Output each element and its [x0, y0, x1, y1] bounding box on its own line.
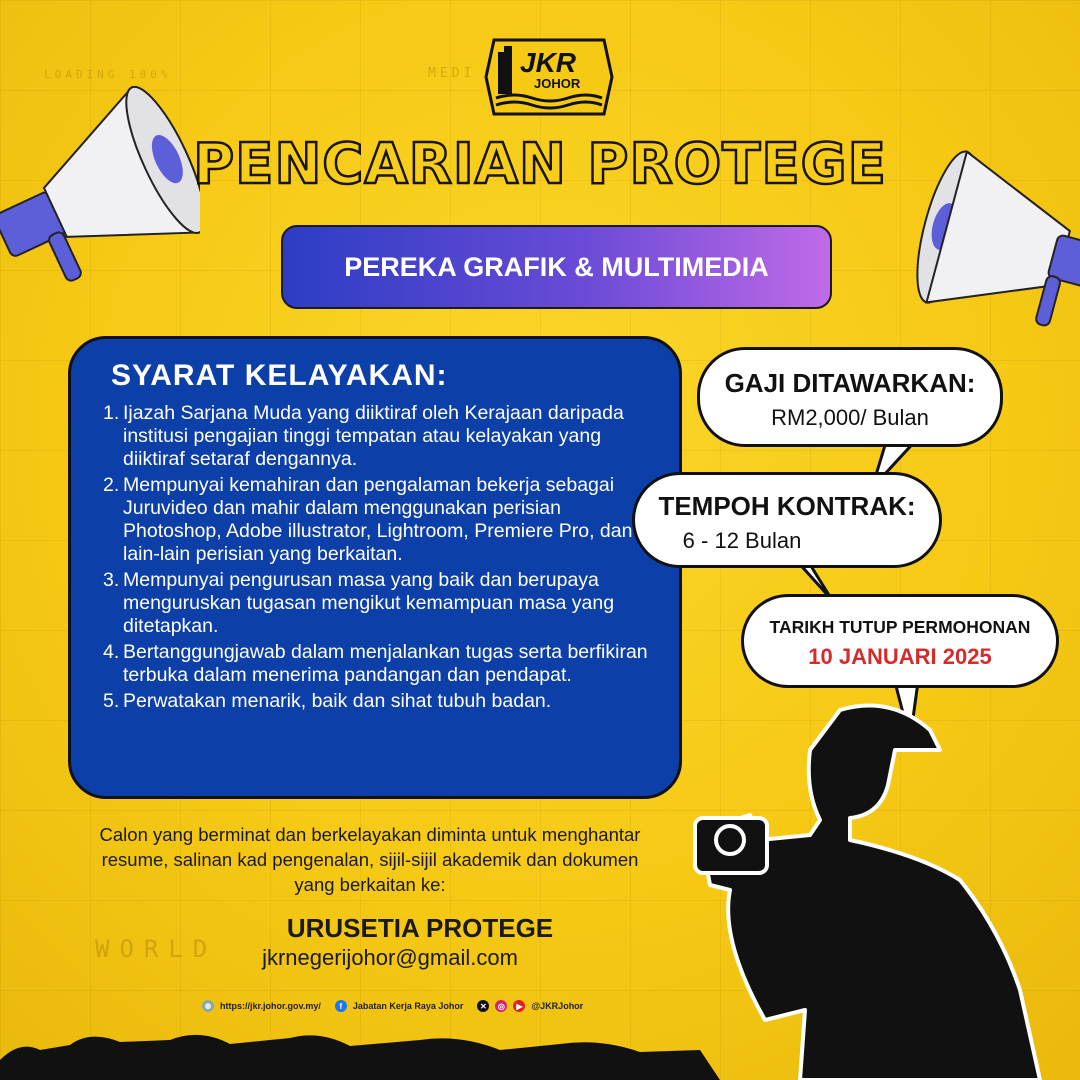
facebook-link[interactable]: Jabatan Kerja Raya Johor [352, 1001, 464, 1011]
salary-bubble [697, 347, 1003, 447]
list-item: 1. Ijazah Sarjana Muda yang diiktiraf oleh Kerajaan daripada institusi pengajian tinggi tempatan atau kelayakan yang diiktiraf setaraf dengannya. [103, 402, 624, 470]
contract-label: TEMPOH KONTRAK: [658, 491, 916, 521]
page-title: PENCARIAN PROTEGE [193, 132, 887, 197]
requirements-heading: SYARAT KELAYAKAN: [111, 359, 448, 392]
requirements-box [68, 336, 682, 799]
closing-date: 10 JANUARI 2025 [808, 644, 992, 669]
bottom-silhouette [0, 1010, 1080, 1080]
requirements-list [103, 402, 663, 716]
svg-text:JOHOR: JOHOR [534, 76, 581, 91]
position-banner: PEREKA GRAFIK & MULTIMEDIA [281, 225, 832, 309]
application-instructions: Calon yang berminat dan berkelayakan diminta untuk menghantar resume, salinan kad pengenalan, sijil-sijil akademik dan dokumen yang berkaitan ke: [99, 824, 641, 895]
list-item: 2. Mempunyai kemahiran dan pengalaman bekerja sebagai Juruvideo dan mahir dalam menggunakan perisian Photoshop, Adobe illustrator, Lightroom, Premiere Pro, dan lain-lain perisian yang berkaitan. [103, 474, 633, 565]
contact-email[interactable]: jkrnegerijohor@gmail.com [262, 945, 518, 970]
svg-text:JKR: JKR [520, 47, 577, 78]
list-item: 5. Perwatakan menarik, baik dan sihat tubuh badan. [103, 690, 552, 712]
instagram-icon: ◎ [495, 1000, 507, 1012]
contract-value: 6 - 12 Bulan [682, 528, 802, 553]
social-handle[interactable]: @JKRJohor [531, 1001, 584, 1011]
bg-text-loading: LOADING 100% [44, 68, 172, 81]
salary-value: RM2,000/ Bulan [771, 405, 929, 430]
list-item: 4. Bertanggungjawab dalam menjalankan tugas serta berfikiran terbuka dalam menerima pandangan dan pendapat. [103, 641, 648, 686]
bg-text-media: MEDI [428, 66, 476, 81]
youtube-icon: ▶ [513, 1000, 525, 1012]
list-item: 3. Mempunyai pengurusan masa yang baik dan berupaya menguruskan tugasan mengikut kemampuan masa yang ditetapkan. [103, 569, 615, 637]
closing-label: TARIKH TUTUP PERMOHONAN [769, 617, 1031, 637]
contract-bubble [632, 472, 942, 568]
globe-icon: ◍ [202, 1000, 214, 1012]
facebook-icon: f [335, 1000, 347, 1012]
recipient-name: URUSETIA PROTEGE [286, 913, 554, 943]
jkr-johor-logo [484, 38, 614, 116]
footer [202, 1000, 583, 1012]
bg-text-world: WORLD [95, 935, 218, 963]
x-icon: ✕ [477, 1000, 489, 1012]
salary-label: GAJI DITAWARKAN: [724, 368, 976, 398]
website-link[interactable]: https://jkr.johor.gov.my/ [220, 1001, 321, 1011]
closing-date-bubble [741, 594, 1059, 688]
